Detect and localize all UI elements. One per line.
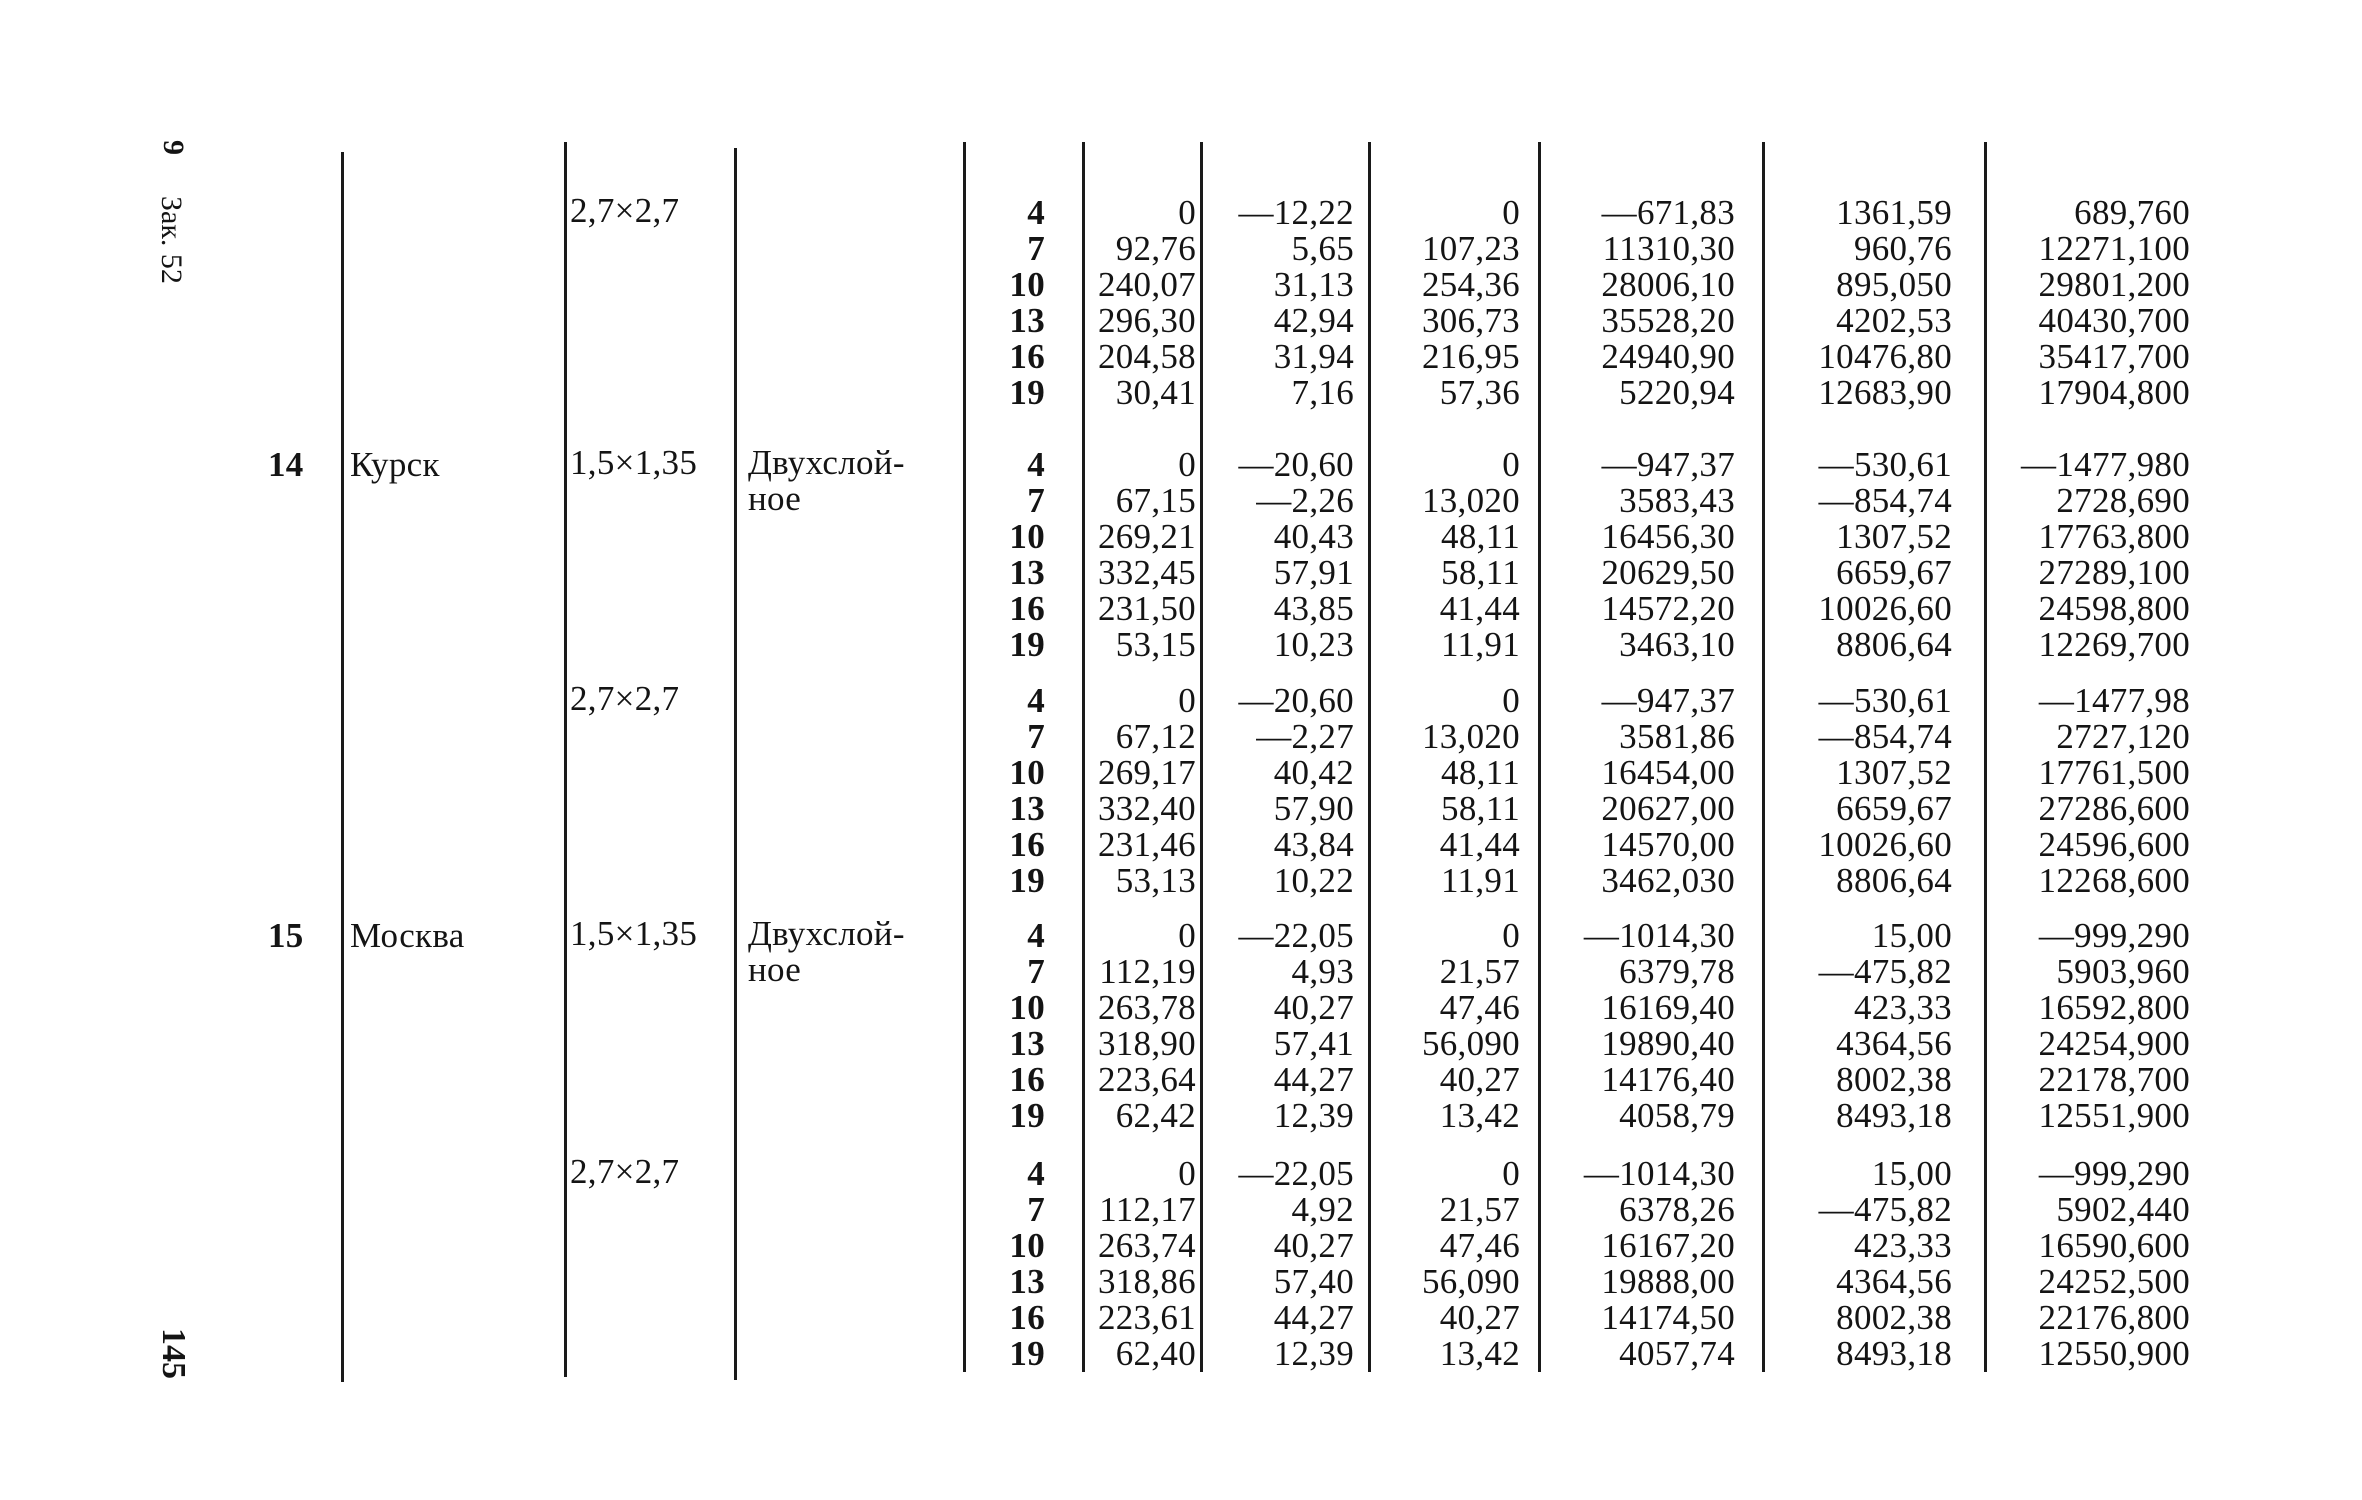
value-cell: 40,43 bbox=[1273, 517, 1354, 556]
value-cell: 10476,80 bbox=[1818, 337, 1952, 376]
depth-cell: 19 bbox=[1009, 625, 1045, 664]
value-cell: 112,19 bbox=[1099, 952, 1196, 991]
value-cell: 67,12 bbox=[1115, 717, 1196, 756]
row-number: 14 bbox=[268, 445, 304, 484]
value-cell: —22,05 bbox=[1238, 1154, 1354, 1193]
grid-size: 1,5×1,35 bbox=[570, 914, 698, 953]
value-cell: 58,11 bbox=[1441, 789, 1520, 828]
value-cell: 6379,78 bbox=[1619, 952, 1735, 991]
value-cell: 57,41 bbox=[1273, 1024, 1354, 1063]
column-rule bbox=[564, 142, 567, 1377]
value-cell: 2728,690 bbox=[2056, 481, 2190, 520]
value-cell: 12551,900 bbox=[2038, 1096, 2190, 1135]
value-cell: 8002,38 bbox=[1836, 1060, 1952, 1099]
value-cell: 43,85 bbox=[1273, 589, 1354, 628]
value-cell: 40430,700 bbox=[2038, 301, 2190, 340]
value-cell: 13,42 bbox=[1439, 1096, 1520, 1135]
value-cell: 269,21 bbox=[1097, 517, 1196, 556]
value-cell: 223,61 bbox=[1097, 1298, 1196, 1337]
value-cell: 0 bbox=[1502, 1154, 1520, 1193]
depth-cell: 4 bbox=[1027, 193, 1045, 232]
value-cell: 12268,600 bbox=[2038, 861, 2190, 900]
value-cell: 43,84 bbox=[1273, 825, 1354, 864]
value-cell: 318,86 bbox=[1097, 1262, 1196, 1301]
foundation-type: Двухслой- bbox=[748, 914, 905, 953]
depth-cell: 10 bbox=[1009, 1226, 1045, 1265]
depth-cell: 10 bbox=[1009, 517, 1045, 556]
depth-cell: 4 bbox=[1027, 916, 1045, 955]
value-cell: 41,44 bbox=[1439, 589, 1520, 628]
depth-cell: 13 bbox=[1009, 1262, 1045, 1301]
value-cell: 24596,600 bbox=[2038, 825, 2190, 864]
value-cell: 204,58 bbox=[1097, 337, 1196, 376]
value-cell: 5220,94 bbox=[1619, 373, 1735, 412]
depth-cell: 16 bbox=[1009, 1060, 1045, 1099]
value-cell: —1477,98 bbox=[2038, 681, 2190, 720]
value-cell: 20627,00 bbox=[1601, 789, 1735, 828]
row-number: 15 bbox=[268, 916, 304, 955]
column-rule bbox=[1538, 142, 1541, 1372]
value-cell: 19890,40 bbox=[1601, 1024, 1735, 1063]
value-cell: 4364,56 bbox=[1836, 1024, 1952, 1063]
value-cell: 40,27 bbox=[1439, 1060, 1520, 1099]
depth-cell: 19 bbox=[1009, 1096, 1045, 1135]
value-cell: —1014,30 bbox=[1583, 1154, 1735, 1193]
depth-cell: 16 bbox=[1009, 825, 1045, 864]
value-cell: 0 bbox=[1178, 916, 1196, 955]
depth-cell: 10 bbox=[1009, 265, 1045, 304]
value-cell: 0 bbox=[1502, 445, 1520, 484]
value-cell: 13,42 bbox=[1439, 1334, 1520, 1373]
value-cell: 0 bbox=[1178, 681, 1196, 720]
value-cell: 28006,10 bbox=[1601, 265, 1735, 304]
value-cell: 20629,50 bbox=[1601, 553, 1735, 592]
depth-cell: 7 bbox=[1027, 229, 1045, 268]
value-cell: 42,94 bbox=[1273, 301, 1354, 340]
value-cell: 4,93 bbox=[1291, 952, 1354, 991]
value-cell: 14176,40 bbox=[1601, 1060, 1735, 1099]
depth-cell: 4 bbox=[1027, 1154, 1045, 1193]
value-cell: —947,37 bbox=[1601, 445, 1735, 484]
value-cell: —947,37 bbox=[1601, 681, 1735, 720]
value-cell: —2,26 bbox=[1256, 481, 1354, 520]
value-cell: 12271,100 bbox=[2038, 229, 2190, 268]
value-cell: 8806,64 bbox=[1836, 861, 1952, 900]
value-cell: 1361,59 bbox=[1836, 193, 1952, 232]
value-cell: 1307,52 bbox=[1836, 517, 1952, 556]
value-cell: 57,90 bbox=[1273, 789, 1354, 828]
value-cell: 22178,700 bbox=[2038, 1060, 2190, 1099]
value-cell: 30,41 bbox=[1115, 373, 1196, 412]
value-cell: 0 bbox=[1178, 193, 1196, 232]
value-cell: 4057,74 bbox=[1619, 1334, 1735, 1373]
value-cell: 11,91 bbox=[1441, 625, 1520, 664]
value-cell: —854,74 bbox=[1818, 717, 1952, 756]
value-cell: 5903,960 bbox=[2056, 952, 2190, 991]
value-cell: 57,36 bbox=[1439, 373, 1520, 412]
value-cell: 67,15 bbox=[1115, 481, 1196, 520]
value-cell: 332,40 bbox=[1097, 789, 1196, 828]
value-cell: 10026,60 bbox=[1818, 589, 1952, 628]
value-cell: 0 bbox=[1178, 1154, 1196, 1193]
value-cell: 57,40 bbox=[1273, 1262, 1354, 1301]
value-cell: 223,64 bbox=[1097, 1060, 1196, 1099]
value-cell: 62,42 bbox=[1115, 1096, 1196, 1135]
depth-cell: 13 bbox=[1009, 789, 1045, 828]
value-cell: 269,17 bbox=[1097, 753, 1196, 792]
value-cell: 15,00 bbox=[1871, 1154, 1952, 1193]
value-cell: 12683,90 bbox=[1818, 373, 1952, 412]
value-cell: 231,50 bbox=[1097, 589, 1196, 628]
value-cell: 35528,20 bbox=[1601, 301, 1735, 340]
value-cell: 27289,100 bbox=[2038, 553, 2190, 592]
value-cell: 7,16 bbox=[1291, 373, 1354, 412]
depth-cell: 16 bbox=[1009, 337, 1045, 376]
foundation-type: Двухслой- bbox=[748, 443, 905, 482]
value-cell: 29801,200 bbox=[2038, 265, 2190, 304]
depth-cell: 13 bbox=[1009, 1024, 1045, 1063]
column-rule bbox=[1762, 142, 1765, 1372]
value-cell: 107,23 bbox=[1421, 229, 1520, 268]
value-cell: 58,11 bbox=[1441, 553, 1520, 592]
value-cell: —530,61 bbox=[1818, 681, 1952, 720]
value-cell: 13,020 bbox=[1421, 717, 1520, 756]
value-cell: 15,00 bbox=[1871, 916, 1952, 955]
depth-cell: 16 bbox=[1009, 1298, 1045, 1337]
value-cell: 306,73 bbox=[1421, 301, 1520, 340]
value-cell: 12550,900 bbox=[2038, 1334, 2190, 1373]
value-cell: 4202,53 bbox=[1836, 301, 1952, 340]
value-cell: —475,82 bbox=[1818, 1190, 1952, 1229]
value-cell: 0 bbox=[1178, 445, 1196, 484]
value-cell: 14174,50 bbox=[1601, 1298, 1735, 1337]
value-cell: 5902,440 bbox=[2056, 1190, 2190, 1229]
value-cell: 296,30 bbox=[1097, 301, 1196, 340]
value-cell: 8002,38 bbox=[1836, 1298, 1952, 1337]
value-cell: 3583,43 bbox=[1619, 481, 1735, 520]
value-cell: 57,91 bbox=[1273, 553, 1354, 592]
depth-cell: 10 bbox=[1009, 988, 1045, 1027]
city-name: Москва bbox=[350, 916, 465, 955]
value-cell: 62,40 bbox=[1115, 1334, 1196, 1373]
value-cell: 17904,800 bbox=[2038, 373, 2190, 412]
value-cell: 10,23 bbox=[1273, 625, 1354, 664]
value-cell: —22,05 bbox=[1238, 916, 1354, 955]
column-rule bbox=[1082, 142, 1085, 1372]
grid-size: 2,7×2,7 bbox=[570, 679, 680, 718]
value-cell: 0 bbox=[1502, 681, 1520, 720]
value-cell: 14572,20 bbox=[1601, 589, 1735, 628]
value-cell: 254,36 bbox=[1421, 265, 1520, 304]
column-rule bbox=[734, 148, 737, 1380]
value-cell: 16167,20 bbox=[1601, 1226, 1735, 1265]
value-cell: 6378,26 bbox=[1619, 1190, 1735, 1229]
value-cell: 423,33 bbox=[1853, 1226, 1952, 1265]
depth-cell: 13 bbox=[1009, 301, 1045, 340]
value-cell: 53,15 bbox=[1115, 625, 1196, 664]
value-cell: 423,33 bbox=[1853, 988, 1952, 1027]
value-cell: 17763,800 bbox=[2038, 517, 2190, 556]
city-name: Курск bbox=[350, 445, 440, 484]
value-cell: 1307,52 bbox=[1836, 753, 1952, 792]
value-cell: —475,82 bbox=[1818, 952, 1952, 991]
value-cell: 53,13 bbox=[1115, 861, 1196, 900]
value-cell: 8806,64 bbox=[1836, 625, 1952, 664]
value-cell: 12,39 bbox=[1273, 1334, 1354, 1373]
value-cell: —20,60 bbox=[1238, 681, 1354, 720]
value-cell: 12269,700 bbox=[2038, 625, 2190, 664]
value-cell: —530,61 bbox=[1818, 445, 1952, 484]
value-cell: —20,60 bbox=[1238, 445, 1354, 484]
value-cell: 44,27 bbox=[1273, 1298, 1354, 1337]
value-cell: 14570,00 bbox=[1601, 825, 1735, 864]
value-cell: —854,74 bbox=[1818, 481, 1952, 520]
value-cell: 40,27 bbox=[1273, 1226, 1354, 1265]
value-cell: 24598,800 bbox=[2038, 589, 2190, 628]
column-rule bbox=[963, 142, 966, 1372]
grid-size: 2,7×2,7 bbox=[570, 1152, 680, 1191]
order-reference: Зак. 52 bbox=[155, 196, 188, 284]
value-cell: 332,45 bbox=[1097, 553, 1196, 592]
value-cell: 6659,67 bbox=[1836, 553, 1952, 592]
depth-cell: 7 bbox=[1027, 717, 1045, 756]
column-rule bbox=[1368, 142, 1371, 1372]
value-cell: 44,27 bbox=[1273, 1060, 1354, 1099]
signature-mark: 9 bbox=[157, 140, 190, 155]
value-cell: 27286,600 bbox=[2038, 789, 2190, 828]
value-cell: —671,83 bbox=[1601, 193, 1735, 232]
value-cell: 3581,86 bbox=[1619, 717, 1735, 756]
value-cell: 4058,79 bbox=[1619, 1096, 1735, 1135]
value-cell: 41,44 bbox=[1439, 825, 1520, 864]
depth-cell: 10 bbox=[1009, 753, 1045, 792]
value-cell: 12,39 bbox=[1273, 1096, 1354, 1135]
value-cell: 8493,18 bbox=[1836, 1334, 1952, 1373]
value-cell: 17761,500 bbox=[2038, 753, 2190, 792]
depth-cell: 4 bbox=[1027, 681, 1045, 720]
value-cell: 8493,18 bbox=[1836, 1096, 1952, 1135]
depth-cell: 4 bbox=[1027, 445, 1045, 484]
value-cell: 5,65 bbox=[1291, 229, 1354, 268]
value-cell: 231,46 bbox=[1097, 825, 1196, 864]
value-cell: 22176,800 bbox=[2038, 1298, 2190, 1337]
value-cell: 16590,600 bbox=[2038, 1226, 2190, 1265]
value-cell: 24254,900 bbox=[2038, 1024, 2190, 1063]
value-cell: 240,07 bbox=[1097, 265, 1196, 304]
value-cell: —1014,30 bbox=[1583, 916, 1735, 955]
value-cell: —999,290 bbox=[2038, 1154, 2190, 1193]
value-cell: 3463,10 bbox=[1619, 625, 1735, 664]
value-cell: 48,11 bbox=[1441, 517, 1520, 556]
value-cell: 21,57 bbox=[1439, 1190, 1520, 1229]
value-cell: 47,46 bbox=[1439, 988, 1520, 1027]
value-cell: 31,94 bbox=[1273, 337, 1354, 376]
grid-size: 1,5×1,35 bbox=[570, 443, 698, 482]
value-cell: 960,76 bbox=[1853, 229, 1952, 268]
value-cell: 92,76 bbox=[1115, 229, 1196, 268]
value-cell: 40,42 bbox=[1273, 753, 1354, 792]
value-cell: 48,11 bbox=[1441, 753, 1520, 792]
column-rule bbox=[1200, 142, 1203, 1372]
value-cell: 56,090 bbox=[1421, 1262, 1520, 1301]
depth-cell: 16 bbox=[1009, 589, 1045, 628]
depth-cell: 19 bbox=[1009, 1334, 1045, 1373]
value-cell: 16456,30 bbox=[1601, 517, 1735, 556]
value-cell: 2727,120 bbox=[2056, 717, 2190, 756]
value-cell: 40,27 bbox=[1273, 988, 1354, 1027]
value-cell: 3462,030 bbox=[1601, 861, 1735, 900]
value-cell: 16592,800 bbox=[2038, 988, 2190, 1027]
value-cell: 24940,90 bbox=[1601, 337, 1735, 376]
value-cell: 0 bbox=[1502, 916, 1520, 955]
value-cell: 895,050 bbox=[1836, 265, 1952, 304]
value-cell: 21,57 bbox=[1439, 952, 1520, 991]
page-number: 145 bbox=[155, 1328, 192, 1379]
depth-cell: 7 bbox=[1027, 1190, 1045, 1229]
value-cell: 47,46 bbox=[1439, 1226, 1520, 1265]
value-cell: 112,17 bbox=[1099, 1190, 1196, 1229]
value-cell: 318,90 bbox=[1097, 1024, 1196, 1063]
depth-cell: 13 bbox=[1009, 553, 1045, 592]
depth-cell: 7 bbox=[1027, 481, 1045, 520]
value-cell: 16169,40 bbox=[1601, 988, 1735, 1027]
value-cell: 689,760 bbox=[2074, 193, 2190, 232]
foundation-type-cont: ное bbox=[748, 950, 802, 989]
value-cell: 263,74 bbox=[1097, 1226, 1196, 1265]
value-cell: 4364,56 bbox=[1836, 1262, 1952, 1301]
value-cell: —1477,980 bbox=[2021, 445, 2190, 484]
value-cell: 24252,500 bbox=[2038, 1262, 2190, 1301]
column-rule bbox=[341, 152, 344, 1382]
value-cell: —999,290 bbox=[2038, 916, 2190, 955]
value-cell: 10,22 bbox=[1273, 861, 1354, 900]
value-cell: 40,27 bbox=[1439, 1298, 1520, 1337]
value-cell: 56,090 bbox=[1421, 1024, 1520, 1063]
depth-cell: 7 bbox=[1027, 952, 1045, 991]
value-cell: 35417,700 bbox=[2038, 337, 2190, 376]
value-cell: 13,020 bbox=[1421, 481, 1520, 520]
value-cell: 216,95 bbox=[1421, 337, 1520, 376]
value-cell: 19888,00 bbox=[1601, 1262, 1735, 1301]
depth-cell: 19 bbox=[1009, 861, 1045, 900]
value-cell: 11310,30 bbox=[1602, 229, 1735, 268]
value-cell: 16454,00 bbox=[1601, 753, 1735, 792]
value-cell: —12,22 bbox=[1238, 193, 1354, 232]
depth-cell: 19 bbox=[1009, 373, 1045, 412]
value-cell: 6659,67 bbox=[1836, 789, 1952, 828]
value-cell: 0 bbox=[1502, 193, 1520, 232]
grid-size: 2,7×2,7 bbox=[570, 191, 680, 230]
column-rule bbox=[1984, 142, 1987, 1372]
value-cell: 11,91 bbox=[1441, 861, 1520, 900]
value-cell: —2,27 bbox=[1256, 717, 1354, 756]
value-cell: 10026,60 bbox=[1818, 825, 1952, 864]
value-cell: 31,13 bbox=[1273, 265, 1354, 304]
value-cell: 4,92 bbox=[1291, 1190, 1354, 1229]
value-cell: 263,78 bbox=[1097, 988, 1196, 1027]
foundation-type-cont: ное bbox=[748, 479, 802, 518]
